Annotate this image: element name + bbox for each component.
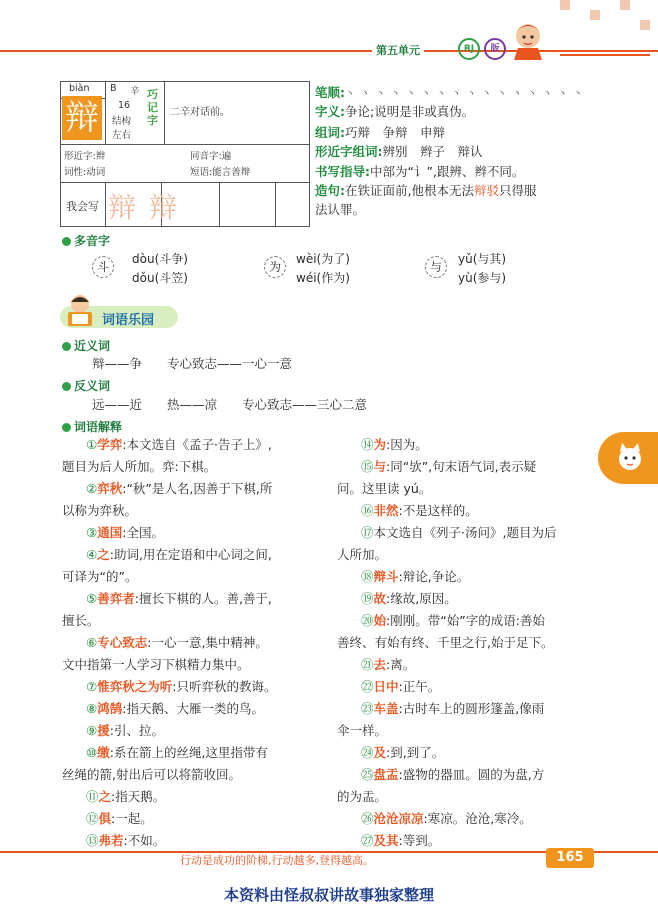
- structure-value: 左右: [112, 130, 132, 141]
- glossary-entry: [62, 698, 332, 720]
- glossary-entry: [337, 478, 599, 500]
- polyphone-reading: yù(参与): [458, 271, 507, 285]
- entry-definition: 问。这里读 yú。: [337, 481, 432, 496]
- entry-definition: :只听弈秋的教诲。: [172, 679, 277, 694]
- glossary-entry: [62, 456, 332, 478]
- entry-definition: :缘故,原因。: [386, 591, 457, 606]
- glossary-entry: [62, 434, 332, 456]
- mnemonic-label: 巧记字: [147, 88, 158, 127]
- entry-definition: 人所加。: [337, 547, 388, 562]
- similar-words-label: 形近字组词:: [315, 144, 383, 159]
- entry-term: 去: [373, 657, 387, 672]
- entry-definition: :寒凉。沧沧,寒冷。: [423, 811, 532, 826]
- entry-definition: :正午。: [398, 679, 441, 694]
- polyphone-char: 为: [264, 256, 286, 278]
- glossary-entry: [62, 522, 332, 544]
- glossary-entry: [337, 610, 599, 632]
- glossary-entry: [337, 522, 599, 544]
- entry-definition: 题目为后人所加。弈:下棋。: [62, 459, 217, 474]
- entry-definition: :不是这样的。: [398, 503, 478, 518]
- meaning-text: 争论;说明是非或真伪。: [345, 104, 475, 119]
- bullet-dot-icon: [62, 382, 71, 391]
- entry-definition: 善终、有始有终、千里之行,始于足下。: [337, 635, 554, 650]
- entry-number: ⑪: [86, 789, 99, 804]
- entry-definition: :同“欤”,句末语气词,表示疑: [386, 459, 537, 474]
- header-decoration: [590, 10, 600, 20]
- header-decoration: [620, 0, 630, 10]
- polyphone-reading: wèi(为了): [296, 252, 350, 266]
- headword-char: 辩: [62, 96, 102, 140]
- polyphone-reading: yǔ(与其): [458, 252, 507, 266]
- glossary-entry: [337, 786, 599, 808]
- entry-definition: :引、拉。: [109, 723, 164, 738]
- entry-number: ②: [86, 481, 98, 496]
- polyphone-heading: 多音字: [62, 232, 110, 249]
- entry-number: ④: [86, 547, 98, 562]
- entry-definition: 本文选自《列子·汤问》,题目为后: [373, 525, 557, 540]
- entry-number: ⑫: [86, 811, 99, 826]
- glossary-entry: [337, 764, 599, 786]
- glossary-entry: [62, 764, 332, 786]
- writing-guide-label: 书写指导:: [315, 164, 370, 179]
- entry-definition: :指天鹅。: [111, 789, 166, 804]
- glossary-entry: [62, 676, 332, 698]
- footer-motto: 行动是成功的阶梯,行动越多,登得越高。: [180, 854, 374, 867]
- entry-term: 之: [98, 789, 112, 804]
- entry-term: 专心致志: [97, 635, 148, 650]
- entry-definition: :刚刚。带“始”字的成语:善始: [386, 613, 545, 628]
- writing-guide-text: 中部为“讠”,跟辨、辫不同。: [370, 164, 525, 179]
- glossary-entry: [62, 808, 332, 830]
- entry-term: 及其: [373, 833, 399, 848]
- words-text: 巧辩 争辩 申辩: [345, 125, 446, 140]
- entry-term: 善弈者: [97, 591, 135, 606]
- entry-definition: :指天鹅、大雁一类的鸟。: [122, 701, 264, 716]
- entry-number: ⑮: [361, 459, 374, 474]
- unit-label: 第五单元: [372, 42, 424, 58]
- bullet-dot-icon: [62, 237, 71, 246]
- mnemonic-text: 二辛对话前。: [170, 107, 230, 118]
- glossary-entry: [337, 566, 599, 588]
- entry-term: 故: [373, 591, 387, 606]
- edition-badge-ban: 版: [484, 38, 506, 60]
- section-banner-title: 词语乐园: [102, 313, 155, 328]
- sentence-pre: 在铁证面前,他根本无法: [345, 183, 474, 198]
- structure-label: 结构: [112, 116, 132, 127]
- entry-definition: :一起。: [111, 811, 153, 826]
- entry-term: 缴: [97, 745, 110, 760]
- entry-number: ⑨: [86, 723, 98, 738]
- glossary-left-column: [62, 434, 332, 852]
- entry-number: ㉕: [361, 767, 374, 782]
- entry-definition: :盛物的器皿。圆的为盘,方: [398, 767, 545, 782]
- entry-term: 弗若: [98, 833, 124, 848]
- antonyms-heading: 反义词: [62, 377, 110, 394]
- header-dash: [560, 54, 650, 56]
- polyphone-reading: wéi(作为): [296, 271, 350, 285]
- words-label: 组词:: [315, 125, 345, 140]
- sentence-row: [315, 182, 635, 200]
- stroke-order-label: 笔顺:: [315, 85, 345, 100]
- phrase: 短语:能言善辩: [190, 167, 251, 178]
- entry-number: ㉓: [361, 701, 374, 716]
- cat-mascot-icon: [612, 440, 648, 476]
- entry-term: 学弈: [97, 437, 123, 452]
- synonyms-line: 辩——争 专心致志——一心一意: [92, 356, 293, 371]
- glossary-entry: [62, 566, 332, 588]
- meaning-row: [315, 103, 635, 121]
- entry-definition: :到,到了。: [386, 745, 445, 760]
- glossary-entry: [62, 830, 332, 852]
- radical: 辛: [130, 86, 140, 97]
- stroke-order-seq: 丶 丶 丶 丶 丶 丶 丶 丶 丶 丶 丶 丶 丶 丶 丶 丶: [345, 89, 584, 100]
- glossary-entry: [62, 500, 332, 522]
- header-rule: [0, 50, 658, 52]
- glossary-entry: [337, 456, 599, 478]
- entry-number: ⑱: [361, 569, 374, 584]
- entry-definition: 文中指第一人学习下棋精力集中。: [62, 657, 250, 672]
- entry-definition: 以称为弈秋。: [62, 503, 138, 518]
- entry-term: 援: [97, 723, 110, 738]
- page-number: 165: [546, 848, 594, 868]
- entry-term: 与: [373, 459, 387, 474]
- entry-definition: :系在箭上的丝绳,这里指带有: [109, 745, 268, 760]
- entry-definition: :等到。: [398, 833, 441, 848]
- entry-number: ⑯: [361, 503, 374, 518]
- entry-number: ⑤: [86, 591, 98, 606]
- glossary-entry: [337, 588, 599, 610]
- glossary-heading: 词语解释: [62, 418, 122, 435]
- glossary-entry: [337, 632, 599, 654]
- glossary-entry: [62, 632, 332, 654]
- entry-term: 鸿鹄: [97, 701, 123, 716]
- glossary-entry: [337, 434, 599, 456]
- header-decoration: [640, 20, 650, 30]
- header-decoration: [560, 0, 570, 10]
- entry-number: ③: [86, 525, 98, 540]
- entry-term: 俱: [98, 811, 112, 826]
- entry-definition: :本文选自《孟子·告子上》,: [122, 437, 272, 452]
- entry-number: ⑧: [86, 701, 98, 716]
- entry-definition: :古时车上的圆形篷盖,像雨: [398, 701, 545, 716]
- glossary-entry: [337, 808, 599, 830]
- entry-definition: :不如。: [123, 833, 166, 848]
- radical-label: B: [110, 83, 117, 94]
- glossary-entry: [337, 676, 599, 698]
- polyphone-reading: dǒu(斗笠): [132, 271, 188, 285]
- entry-number: ⑭: [361, 437, 374, 452]
- antonyms-line: 远——近 热——凉 专心致志——三心二意: [92, 397, 368, 412]
- entry-definition: :“秋”是人名,因善于下棋,所: [122, 481, 273, 496]
- entry-number: ⑬: [86, 833, 99, 848]
- writing-guide-row: [315, 163, 635, 181]
- entry-definition: :全国。: [122, 525, 164, 540]
- mascot-icon: [506, 16, 550, 60]
- entry-term: 之: [97, 547, 110, 562]
- entry-number: ⑳: [361, 613, 374, 628]
- entry-term: 盘盂: [373, 767, 399, 782]
- entry-definition: 擅长。: [62, 613, 100, 628]
- polyphone-reading: dòu(斗争): [132, 252, 188, 266]
- similar-words-row: [315, 143, 635, 161]
- polyphone-char: 斗: [92, 256, 114, 278]
- glossary-entry: [337, 742, 599, 764]
- stroke-count: 16: [118, 100, 131, 111]
- entry-term: 非然: [373, 503, 399, 518]
- sentence-keyword: 辩驳: [473, 183, 499, 198]
- glossary-entry: [62, 610, 332, 632]
- pinyin: biàn: [69, 83, 90, 94]
- entry-term: 车盖: [373, 701, 399, 716]
- polyphone-char: 与: [425, 256, 447, 278]
- glossary-right-column: [337, 434, 599, 852]
- entry-term: 为: [373, 437, 387, 452]
- glossary-entry: [337, 698, 599, 720]
- entry-definition: :一心一意,集中精神。: [147, 635, 268, 650]
- glossary-entry: [62, 742, 332, 764]
- entry-number: ⑲: [361, 591, 374, 606]
- sentence-post: 只得服: [499, 183, 537, 198]
- glossary-entry: [62, 588, 332, 610]
- entry-term: 通国: [97, 525, 123, 540]
- similar-words-text: 辨别 辫子 辩认: [382, 144, 483, 159]
- homophone: 同音字:遍: [190, 151, 232, 162]
- practice-label: 我会写: [66, 200, 99, 213]
- entry-definition: :助词,用在定语和中心词之间,: [109, 547, 272, 562]
- bullet-dot-icon: [62, 342, 71, 351]
- entry-number: ㉑: [361, 657, 374, 672]
- entry-term: 日中: [373, 679, 399, 694]
- glossary-entry: [62, 544, 332, 566]
- glossary-entry: [62, 654, 332, 676]
- synonyms-heading: 近义词: [62, 337, 110, 354]
- sentence-label: 造句:: [315, 183, 345, 198]
- entry-definition: 的为盂。: [337, 789, 388, 804]
- entry-number: ①: [86, 437, 98, 452]
- stroke-order-row: [315, 84, 635, 104]
- glossary-entry: [62, 786, 332, 808]
- entry-term: 始: [373, 613, 387, 628]
- glossary-entry: [62, 720, 332, 742]
- glossary-entry: [337, 654, 599, 676]
- entry-number: ㉗: [361, 833, 374, 848]
- edition-badge-rj: RJ: [458, 38, 480, 60]
- glossary-entry: [62, 478, 332, 500]
- entry-definition: 伞一样。: [337, 723, 388, 738]
- entry-term: 沧沧凉凉: [373, 811, 424, 826]
- entry-number: ⑰: [361, 525, 374, 540]
- entry-definition: :因为。: [386, 437, 428, 452]
- bullet-dot-icon: [62, 423, 71, 432]
- entry-term: 弈秋: [97, 481, 123, 496]
- entry-term: 辩斗: [373, 569, 399, 584]
- glossary-entry: [337, 544, 599, 566]
- kid-reading-icon: [62, 292, 98, 330]
- meaning-label: 字义:: [315, 104, 345, 119]
- entry-number: ㉒: [361, 679, 374, 694]
- similar-char: 形近字:辫: [64, 151, 106, 162]
- entry-number: ㉖: [361, 811, 374, 826]
- entry-definition: :辩论,争论。: [398, 569, 470, 584]
- entry-number: ⑥: [86, 635, 98, 650]
- entry-term: 惟弈秋之为听: [97, 679, 173, 694]
- glossary-entry: [337, 720, 599, 742]
- entry-number: ㉔: [361, 745, 374, 760]
- entry-definition: :离。: [386, 657, 416, 672]
- entry-definition: :擅长下棋的人。善,善于,: [134, 591, 272, 606]
- entry-definition: 丝绳的箭,射出后可以将箭收回。: [62, 767, 241, 782]
- words-row: [315, 124, 635, 142]
- part-of-speech: 词性:动词: [64, 167, 106, 178]
- entry-term: 及: [373, 745, 387, 760]
- credit-line: 本资料由怪叔叔讲故事独家整理: [223, 886, 434, 904]
- entry-definition: 可译为“的”。: [62, 569, 138, 584]
- entry-number: ⑩: [86, 745, 98, 760]
- entry-number: ⑦: [86, 679, 98, 694]
- sentence-line2: 法认罪。: [315, 202, 366, 217]
- practice-chars: 辩 辩: [108, 191, 179, 224]
- glossary-entry: [337, 500, 599, 522]
